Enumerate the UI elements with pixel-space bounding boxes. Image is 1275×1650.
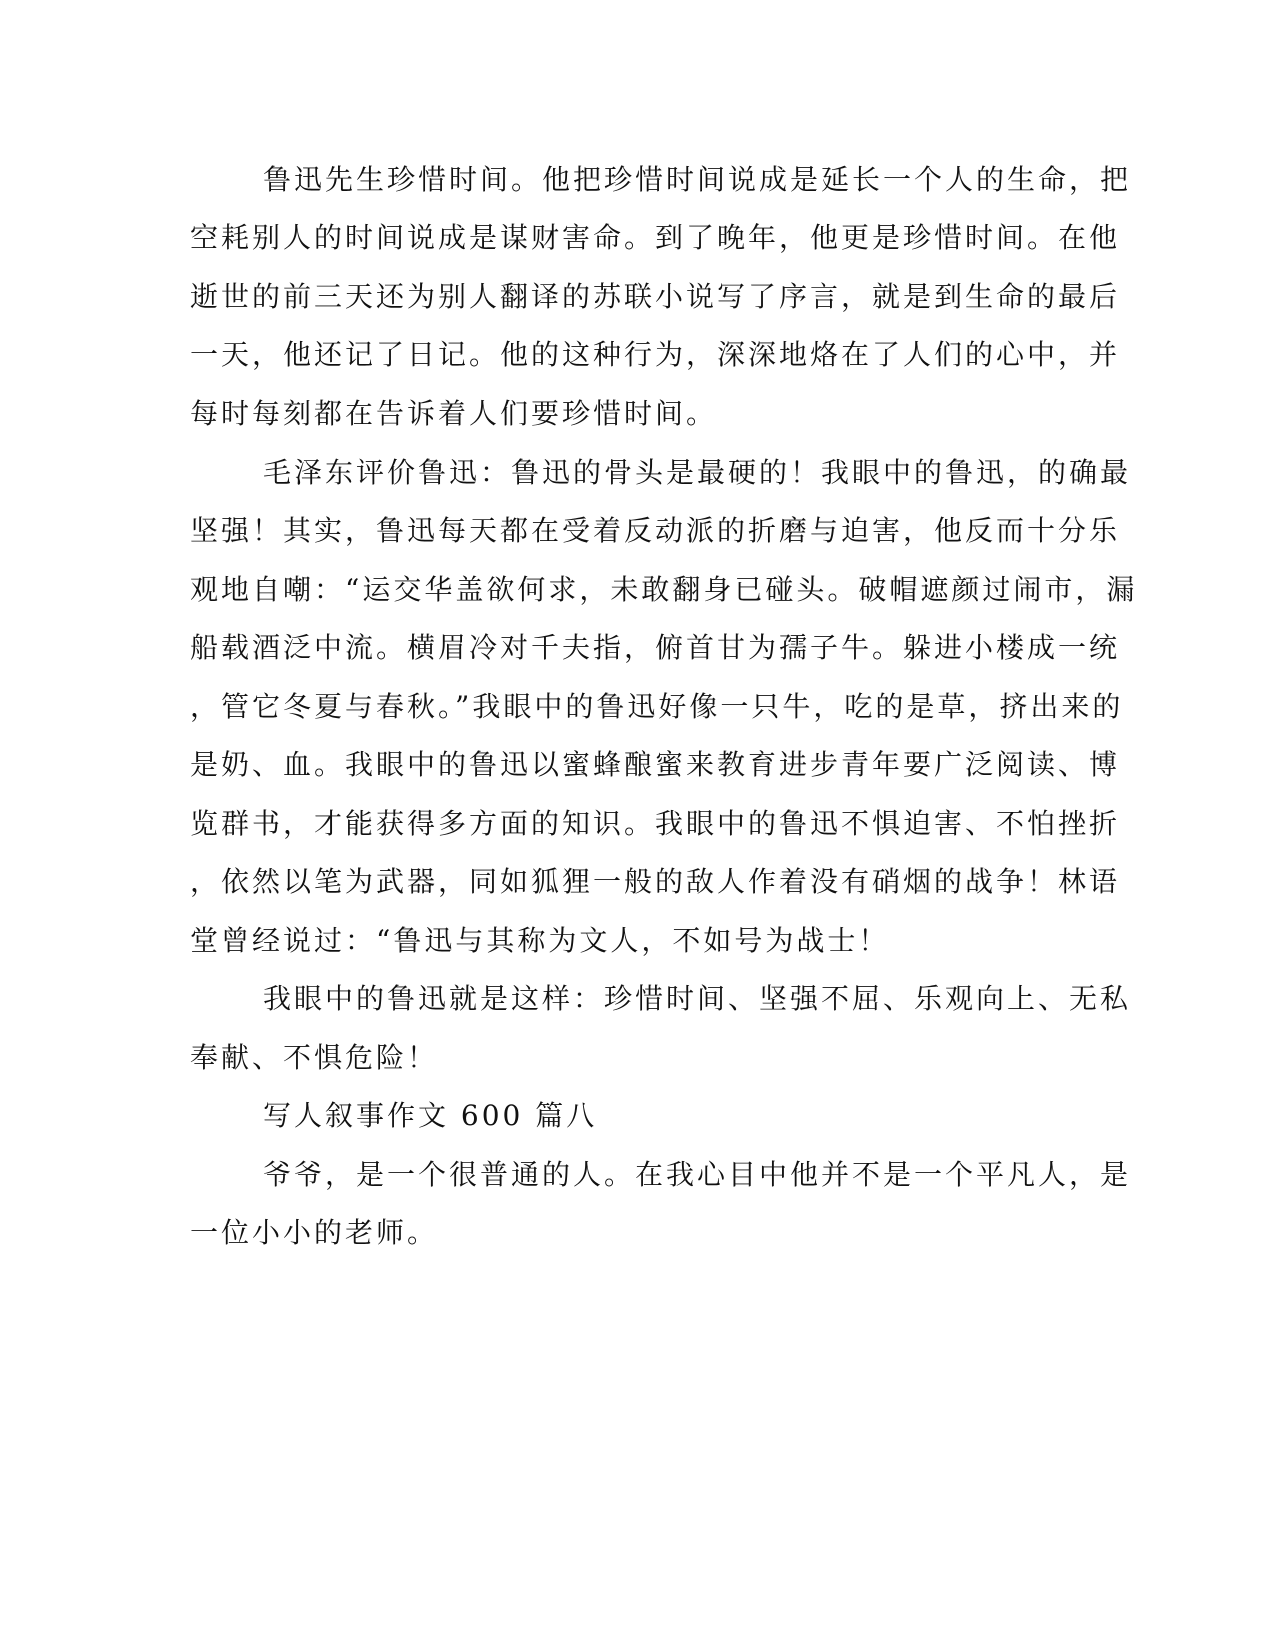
- paragraph-1-line-5: 每时每刻都在告诉着人们要珍惜时间。: [190, 397, 718, 430]
- paragraph-3-line-1: 我眼中的鲁迅就是这样：珍惜时间、坚强不屈、乐观向上、无私: [263, 982, 1132, 1015]
- paragraph-2-line-2: 坚强！其实，鲁迅每天都在受着反动派的折磨与迫害，他反而十分乐: [190, 514, 1121, 547]
- paragraph-2-line-6: 是奶、血。我眼中的鲁迅以蜜蜂酿蜜来教育进步青年要广泛阅读、博: [190, 748, 1121, 781]
- paragraph-4-line-2: 一位小小的老师。: [190, 1216, 439, 1249]
- paragraph-1-line-2: 空耗别人的时间说成是谋财害命。到了晚年，他更是珍惜时间。在他: [190, 221, 1121, 254]
- paragraph-2-line-4: 船载酒泛中流。横眉冷对千夫指，俯首甘为孺子牛。躲进小楼成一统: [190, 631, 1121, 664]
- section-heading: 写人叙事作文 600 篇八: [263, 1099, 598, 1132]
- paragraph-2-line-1: 毛泽东评价鲁迅：鲁迅的骨头是最硬的！我眼中的鲁迅，的确最: [263, 456, 1132, 489]
- paragraph-2-line-5: ，管它冬夏与春秋。”我眼中的鲁迅好像一只牛，吃的是草，挤出来的: [190, 690, 1124, 723]
- paragraph-2-line-7: 览群书，才能获得多方面的知识。我眼中的鲁迅不惧迫害、不怕挫折: [190, 807, 1121, 840]
- paragraph-2-line-8: ，依然以笔为武器，同如狐狸一般的敌人作着没有硝烟的战争！林语: [190, 865, 1121, 898]
- paragraph-4-line-1: 爷爷，是一个很普通的人。在我心目中他并不是一个平凡人，是: [263, 1158, 1132, 1191]
- paragraph-2-line-3: 观地自嘲：“运交华盖欲何求，未敢翻身已碰头。破帽遮颜过闹市，漏: [190, 573, 1138, 606]
- paragraph-1-line-3: 逝世的前三天还为别人翻译的苏联小说写了序言，就是到生命的最后: [190, 280, 1121, 313]
- paragraph-2-line-9: 堂曾经说过：“鲁迅与其称为文人，不如号为战士！: [190, 924, 890, 957]
- paragraph-1-line-4: 一天，他还记了日记。他的这种行为，深深地烙在了人们的心中，并: [190, 338, 1121, 371]
- paragraph-3-line-2: 奉献、不惧危险！: [190, 1041, 439, 1074]
- paragraph-1-line-1: 鲁迅先生珍惜时间。他把珍惜时间说成是延长一个人的生命，把: [263, 163, 1132, 196]
